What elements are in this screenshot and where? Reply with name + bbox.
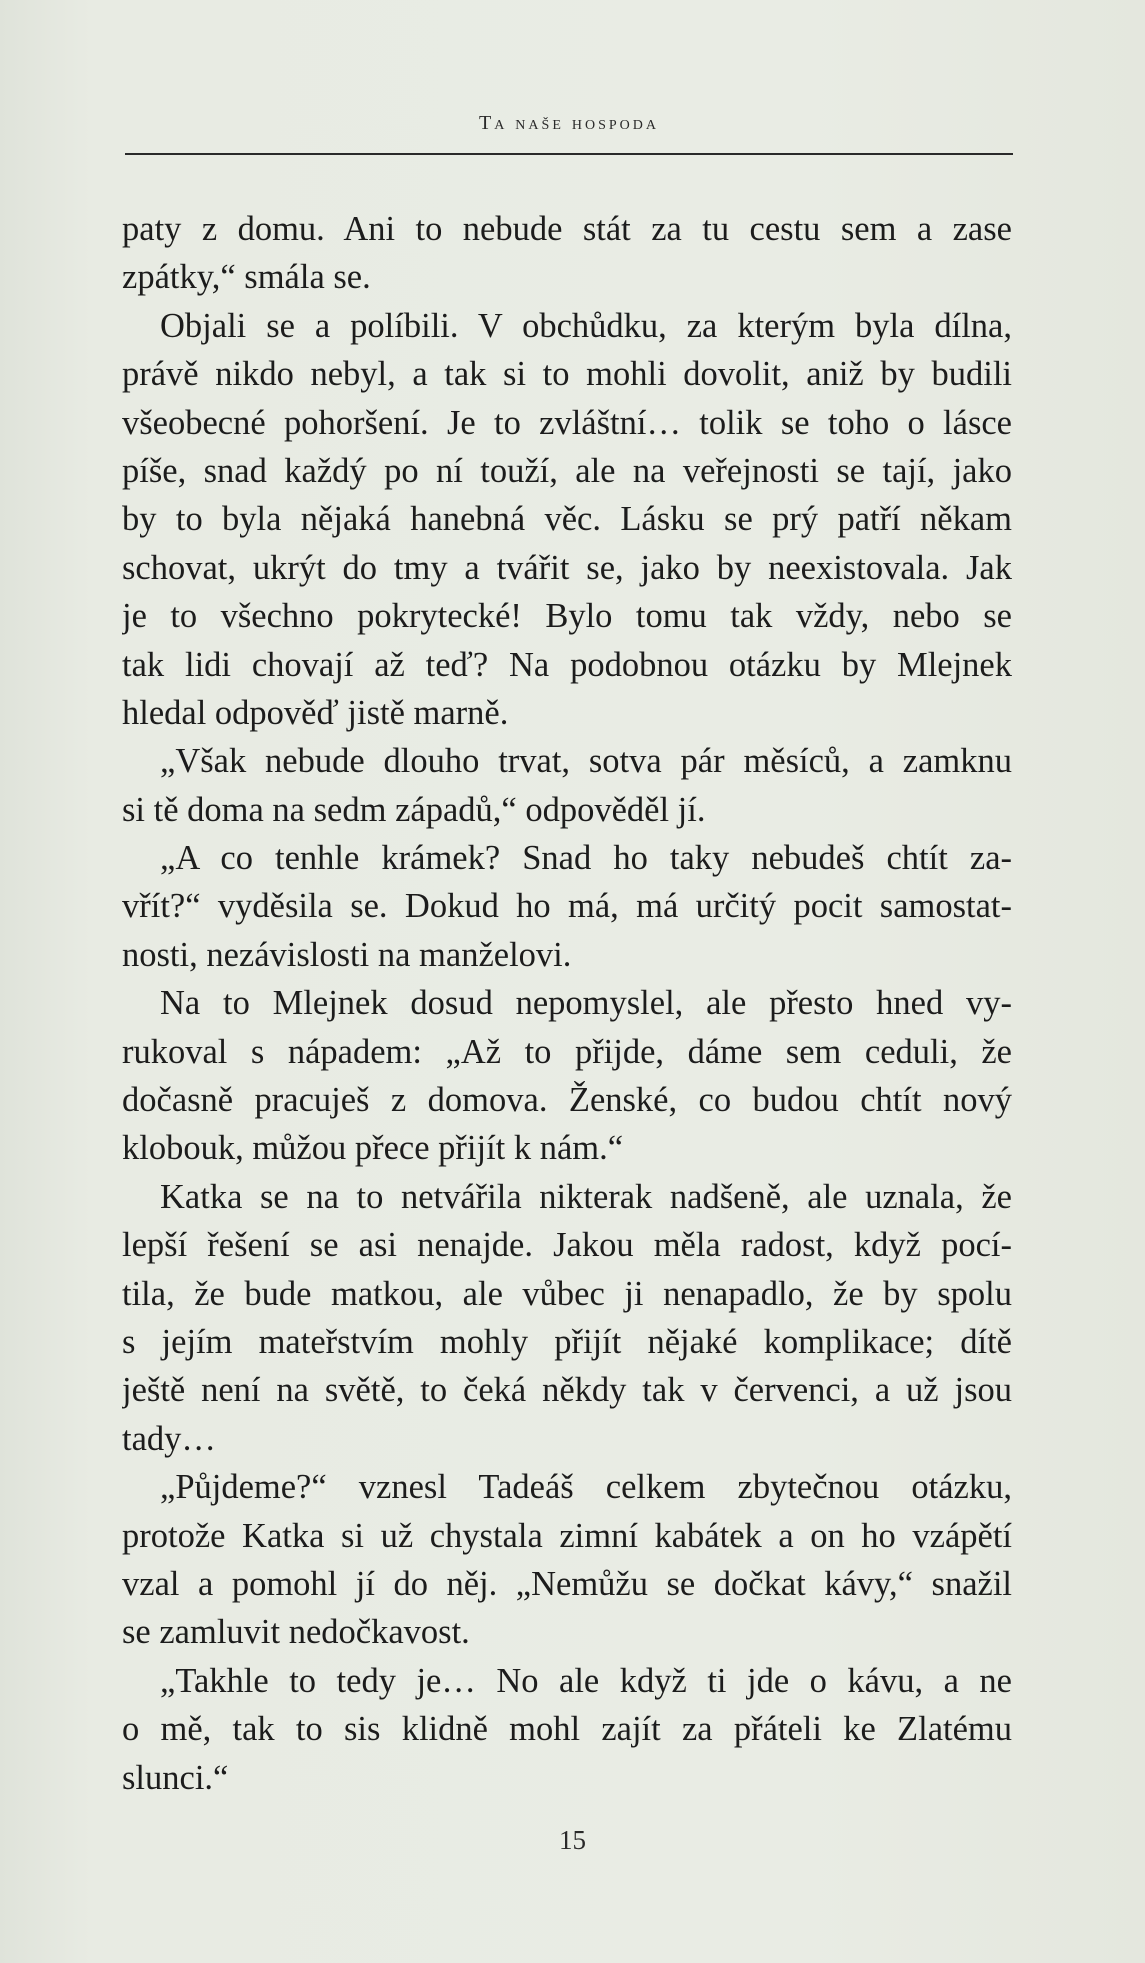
text-line: paty z domu. Ani to nebude stát za tu cestu sem a zase [122,210,1012,248]
text-line: schovat, ukrýt do tmy a tvářit se, jako by neexistovala. Jak [122,548,1012,587]
text-line: protože Katka si už chystala zimní kabátek a on ho vzápětí [122,1516,1012,1555]
text-line: je to všechno pokrytecké! Bylo tomu tak vždy, nebo se [122,597,1012,636]
header-rule [125,153,1013,155]
text-line: o mě, tak to sis klidně mohl zajít za přáteli ke Zlatému [122,1710,1012,1749]
text-line: s jejím mateřstvím mohly přijít nějaké komplikace; dítě [122,1322,1012,1361]
text-line: lepší řešení se asi nenajde. Jakou měla radost, když pocí- [122,1226,1012,1265]
text-line: Katka se na to netvářila nikterak nadšeně, ale uznala, že [160,1177,1012,1216]
text-line: vzal a pomohl jí do něj. „Nemůžu se dočkat kávy,“ snažil [122,1564,1012,1603]
text-line: všeobecné pohoršení. Je to zvláštní… tolik se toho o lásce [122,403,1012,442]
text-line: píše, snad každý po ní touží, ale na veřejnosti se tají, jako [122,451,1012,490]
text-line: Na to Mlejnek dosud nepomyslel, ale přesto hned vy- [160,984,1012,1023]
text-line: hledal odpověď jistě marně. [122,693,509,732]
text-line: „A co tenhle krámek? Snad ho taky nebudeš chtít za- [160,839,1012,878]
running-head: Ta naše hospoda [478,112,659,134]
text-line: tila, že bude matkou, ale vůbec ji nenapadlo, že by spolu [122,1274,1012,1313]
text-line: by to byla nějaká hanebná věc. Lásku se prý patří někam [122,500,1012,539]
body-text [122,205,1012,1802]
text-line: „Však nebude dlouho trvat, sotva pár měsíců, a zamknu [160,742,1012,781]
text-line: ještě není na světě, to čeká někdy tak v červenci, a už jsou [122,1371,1012,1410]
text-line: tady… [122,1419,216,1458]
text-line: vřít?“ vyděsila se. Dokud ho má, má určitý pocit samostat- [122,887,1012,926]
text-line: zpátky,“ smála se. [122,258,371,297]
text-line: dočasně pracuješ z domova. Ženské, co budou chtít nový [122,1081,1012,1120]
page-number: 15 [559,1825,586,1855]
text-line: si tě doma na sedm západů,“ odpověděl jí. [122,790,706,829]
text-line: se zamluvit nedočkavost. [122,1613,470,1652]
text-line: „Půjdeme?“ vznesl Tadeáš celkem zbytečnou otázku, [160,1468,1012,1507]
text-line: nosti, nezávislosti na manželovi. [122,935,572,974]
text-line: tak lidi chovají až teď? Na podobnou otázku by Mlejnek [122,645,1012,684]
text-line: „Takhle to tedy je… No ale když ti jde o kávu, a ne [160,1661,1012,1700]
text-line: rukoval s nápadem: „Až to přijde, dáme sem ceduli, že [122,1032,1012,1071]
text-line: slunci.“ [122,1758,229,1797]
text-line: právě nikdo nebyl, a tak si to mohli dovolit, aniž by budili [122,355,1012,394]
text-line: klobouk, můžou přece přijít k nám.“ [122,1129,624,1168]
text-line: Objali se a políbili. V obchůdku, za kterým byla dílna, [160,306,1012,345]
